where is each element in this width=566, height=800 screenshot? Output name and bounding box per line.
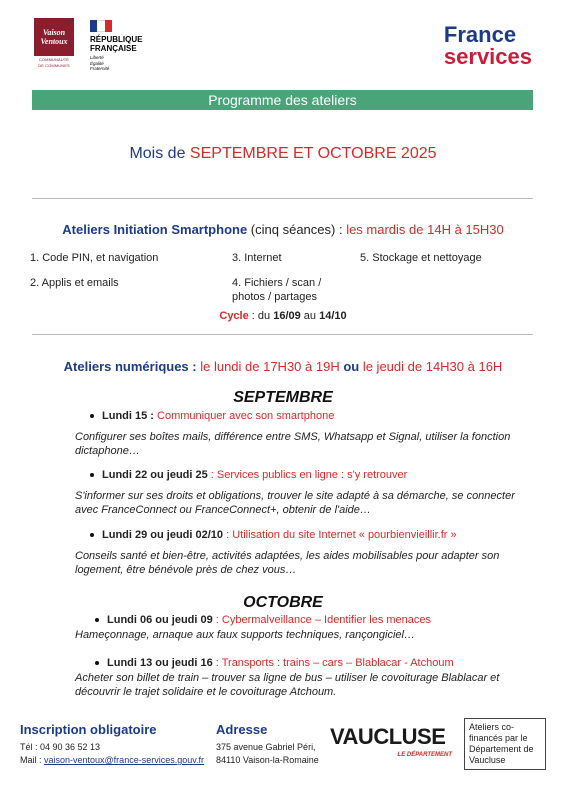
bullet-icon [95,661,99,665]
rf-title-1: RÉPUBLIQUE [90,35,143,44]
session-topic: : Utilisation du site Internet « pourbienvieillir.fr » [223,529,457,541]
vaison-logo-box [34,18,74,56]
vaucluse-sub: LE DÉPARTEMENT [397,752,452,758]
numeriques-sched2: le jeudi de 14H30 à 16H [359,359,503,374]
france-services-line2: services [443,44,532,69]
month-title [0,145,566,163]
smartphone-heading [0,222,566,237]
session-topic: Communiquer avec son smartphone [153,410,335,422]
sept-session-2 [90,469,407,481]
french-flag-icon [90,20,112,32]
oct-session-1-desc: Hameçonnage, arnaque aux faux supports techniques, rançongiciel… [75,629,415,641]
smartphone-title: Ateliers Initiation Smartphone [62,222,248,237]
bullet-icon [90,533,94,537]
bullet-icon [90,414,94,418]
cofinance-box: Ateliers co-financés par le Département de Vaucluse [464,718,546,770]
rf-title-2: FRANÇAISE [90,44,137,53]
cycle-start: 16/09 [273,310,301,322]
session-day: Lundi 29 ou jeudi 02/10 [102,529,224,541]
smartphone-item-2: 2. Applis et emails [30,277,119,289]
vaison-logo-line2: Ventoux [40,37,68,46]
bullet-icon [90,473,94,477]
adresse-line2: 84110 Vaison-la-Romaine [216,755,319,765]
cycle-sep: : du [248,310,274,322]
smartphone-paren: (cinq séances) : [247,222,347,237]
cycle-end: 14/10 [319,310,347,322]
adresse-block [216,722,336,767]
inscription-title: Inscription obligatoire [20,722,157,737]
oct-session-1 [95,614,431,626]
oct-session-2 [95,657,454,669]
vaison-logo-sub1: COMMUNAUTÉ [38,57,70,62]
divider-2 [32,334,533,335]
republique-francaise-logo [90,20,160,72]
inscription-mail-line [20,754,220,767]
sept-session-1 [90,410,334,422]
session-topic: : Services publics en ligne : s'y retrouver [207,469,408,481]
inscription-block [20,722,220,767]
vaison-logo-sub2: DE COMMUNES [38,63,70,68]
adresse-line1: 375 avenue Gabriel Péri, [216,742,316,752]
smartphone-item-5: 5. Stockage et nettoyage [360,252,482,264]
session-day: Lundi 22 ou jeudi 25 [102,469,208,481]
numeriques-or: ou [343,359,360,374]
smartphone-item-1: 1. Code PIN, et navigation [30,252,159,264]
mail-label: Mail : [20,755,45,765]
numeriques-heading [0,359,566,374]
cycle-label: Cycle [219,310,249,322]
october-heading: OCTOBRE [243,594,323,611]
rf-motto-3: Fraternité [90,66,110,71]
inscription-tel: Tél : 04 90 36 52 13 [20,742,101,752]
smartphone-schedule: les mardis de 14H à 15H30 [346,222,504,237]
september-heading: SEPTEMBRE [233,389,333,406]
cycle-mid: au [300,310,320,322]
rf-motto [90,55,160,72]
france-services-logo [444,24,532,68]
session-day: Lundi 06 ou jeudi 09 [107,614,213,626]
rf-motto-1: Liberté [90,55,104,60]
numeriques-title: Ateliers numériques : [63,359,197,374]
month-prefix: Mois de [129,145,190,162]
header [0,0,566,80]
month-value: SEPTEMBRE ET OCTOBRE 2025 [189,145,437,162]
mail-link[interactable]: vaison-ventoux@france-services.gouv.fr [44,755,205,765]
bullet-icon [95,618,99,622]
program-banner: Programme des ateliers [32,90,533,110]
session-day: Lundi 15 : [102,410,154,422]
oct-session-2-desc: Acheter son billet de train – trouver sa ligne de bus – utiliser le covoiturage Blablacar et découvrir le trajet solidaire et le covoiturage Atchoum. [75,672,500,698]
vaucluse-logo [330,722,458,766]
cycle-line [0,310,566,322]
smartphone-item-3: 3. Internet [232,252,282,264]
session-topic: : Cybermalveillance – Identifier les menaces [212,614,432,626]
session-day: Lundi 13 ou jeudi 16 [107,657,213,669]
vaison-ventoux-logo [34,18,74,70]
divider-1 [32,198,533,199]
sept-session-3 [90,529,457,541]
numeriques-sched1: le lundi de 17H30 à 19H [196,359,344,374]
sept-session-2-desc: S'informer sur ses droits et obligations, trouver le site adapté à sa démarche, se connecter avec FranceConnect ou FranceConnect+, obtenir de l'aide… [75,490,515,516]
rf-motto-2: Égalité [90,60,104,66]
smartphone-item-4: 4. Fichiers / scan / photos / partages [232,277,322,303]
sept-session-3-desc: Conseils santé et bien-être, activités adaptées, les aides mobilisables pour adapter son logement, être bénévole près de chez vous… [75,550,500,576]
session-topic: : Transports : trains – cars – Blablacar - Atchoum [212,657,454,669]
vaucluse-word: VAUCLUSE [330,724,446,749]
france-services-line1: France [443,22,517,47]
sept-session-1-desc: Configurer ses boîtes mails, différence entre SMS, Whatsapp et Signal, utiliser la fonction dictaphone… [75,431,511,457]
adresse-title: Adresse [216,722,268,737]
vaison-logo-line1: Vaison [42,28,66,37]
